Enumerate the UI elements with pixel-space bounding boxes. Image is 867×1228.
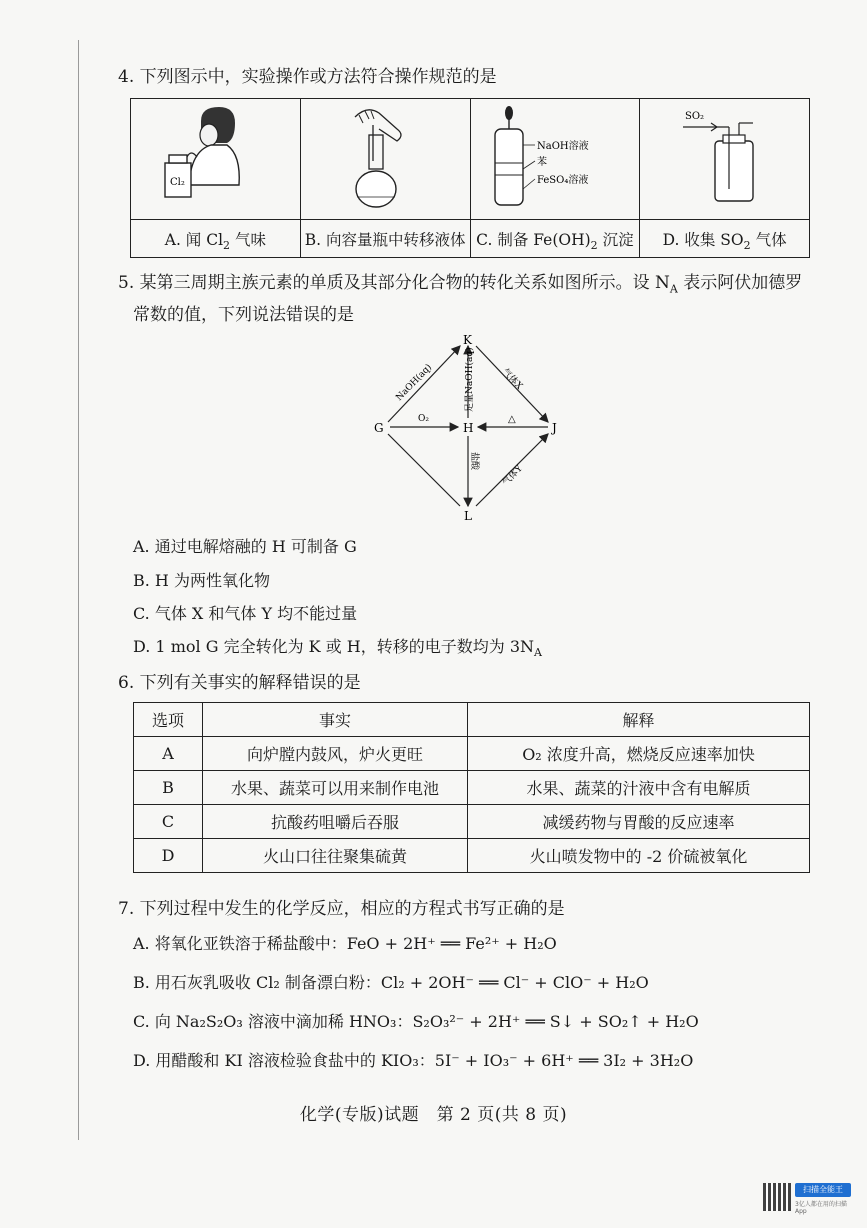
q6-cell-option: A [134,737,203,771]
edge-g-l [388,434,460,506]
table-row [134,737,810,771]
label-l-j: 气体Y [500,463,525,489]
benzene-label: 苯 [536,157,547,168]
q6-cell-option: C [134,805,203,839]
q7-option-c: C. 向 Na₂S₂O₃ 溶液中滴加稀 HNO₃：S₂O₃²⁻ + 2H⁺ ══ S↓ + SO₂↑ + H₂O [133,1012,699,1031]
q5-stem-line1: 5. 某第三周期主族元素的单质及其部分化合物的转化关系如图所示。设 $N_A$ 表示阿伏加德罗 [118,273,803,296]
naoh-label: NaOH溶液 [536,141,589,152]
q6-header-row [134,703,810,737]
smell-gas-figure [131,99,299,215]
q6-cell-option: B [134,771,203,805]
q6-cell-fact: 抗酸药咀嚼后吞服 [203,805,468,839]
q6-cell-explanation: 减缓药物与胃酸的反应速率 [468,805,810,839]
node-h: H [463,421,474,435]
scanner-badge: 扫描全能王 [795,1183,851,1197]
edge-g-k [388,346,460,422]
q6-cell-fact: 向炉膛内鼓风，炉火更旺 [203,737,468,771]
q6-cell-explanation: O₂ 浓度升高，燃烧反应速率加快 [468,737,810,771]
q5-option-d: D. 1 mol G 完全转化为 K 或 H，转移的电子数均为 $3N_A$ [133,637,542,660]
q6-cell-fact: 水果、蔬菜可以用来制作电池 [203,771,468,805]
q5-transformation-diagram [360,330,580,520]
table-row [134,805,810,839]
volumetric-flask-figure [301,99,469,215]
q6-cell-option: D [134,839,203,873]
cl2-bottle-label: Cl₂ [170,177,186,188]
q7-option-a: A. 将氧化亚铁溶于稀盐酸中：FeO + 2H⁺ ══ Fe²⁺ + H₂O [133,934,557,953]
q6-header-fact: 事实 [203,703,468,737]
q5-option-a: A. 通过电解熔融的 H 可制备 G [133,537,357,556]
q4-figure-d [640,99,810,220]
label-h-j: △ [508,414,516,425]
q6-cell-fact: 火山口往往聚集硫黄 [203,839,468,873]
node-g: G [374,421,384,435]
q7-option-d: D. 用醋酸和 KI 溶液检验食盐中的 KIO₃：5I⁻ + IO₃⁻ + 6H⁺ ══ 3I₂ + 3H₂O [133,1051,694,1070]
q4-option-d: D. 收集 $SO_2$ 气体 [640,220,810,258]
q4-figure-b [300,99,470,220]
feso4-label: FeSO₄溶液 [536,175,589,186]
q6-cell-explanation: 水果、蔬菜的汁液中含有电解质 [468,771,810,805]
label-h-k: 足量NaOH(aq) [465,347,475,412]
q4-figure-c [470,99,640,220]
q6-table [133,702,810,873]
node-j: J [552,421,557,435]
q4-figure-table [130,98,810,258]
so2-label: SO₂ [684,111,704,122]
test-tube-figure [471,99,639,215]
q4-figure-a [131,99,301,220]
q5-stem-line2: 常数的值，下列说法错误的是 [133,305,354,325]
q6-stem: 6. 下列有关事实的解释错误的是 [118,673,361,693]
gas-collection-figure [641,99,809,215]
node-k: K [463,333,472,347]
table-row [134,839,810,873]
q6-header-option: 选项 [134,703,203,737]
scanner-subtitle: 3亿人都在用的扫描App [795,1201,847,1215]
q4-stem: 4. 下列图示中，实验操作或方法符合操作规范的是 [118,67,497,87]
qr-code-icon [763,1183,791,1211]
q4-option-a: A. 闻 $Cl_2$ 气味 [131,220,301,258]
label-h-l: 盐酸 [469,452,479,471]
label-g-h: O₂ [418,414,429,424]
q5-option-c: C. 气体 X 和气体 Y 均不能过量 [133,604,358,623]
q7-stem: 7. 下列过程中发生的化学反应，相应的方程式书写正确的是 [118,899,565,919]
table-row [134,771,810,805]
q5-option-b: B. H 为两性氧化物 [133,571,270,590]
label-k-j: 气体X [499,367,525,392]
q6-cell-explanation: 火山喷发物中的 -2 价硫被氧化 [468,839,810,873]
q7-option-b: B. 用石灰乳吸收 Cl₂ 制备漂白粉：Cl₂ + 2OH⁻ ══ Cl⁻ + ClO⁻ + H₂O [133,973,649,992]
binding-margin-line [78,40,79,1140]
q4-option-b: B. 向容量瓶中转移液体 [300,220,470,258]
q4-option-c: C. 制备 $Fe(OH)_2$ 沉淀 [470,220,640,258]
q6-header-explanation: 解释 [468,703,810,737]
page-footer: 化学(专版)试题 第 2 页(共 8 页) [299,1105,568,1125]
label-g-k: NaOH(aq) [394,362,435,404]
node-l: L [464,509,472,520]
